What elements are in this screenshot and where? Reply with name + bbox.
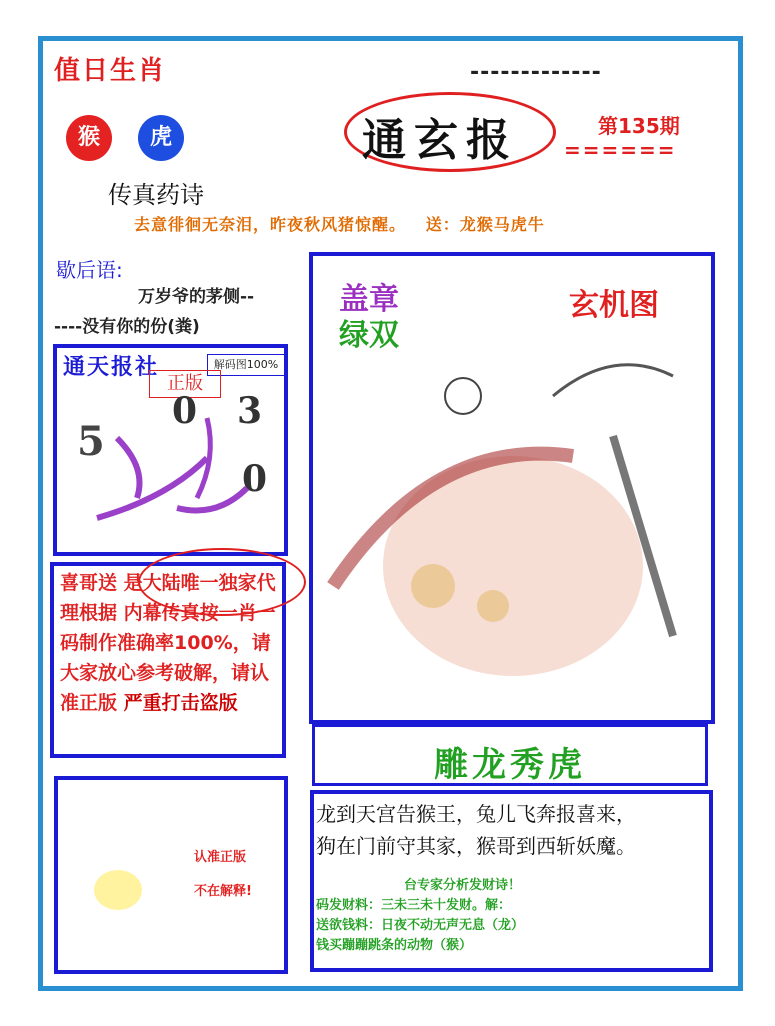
fax-poem-label: 传真药诗: [108, 181, 204, 209]
promo-stamp-oval: [138, 548, 306, 616]
stamp-line1: 认准正版: [194, 850, 247, 865]
number-3: 3: [237, 390, 263, 432]
number-0b: 0: [242, 458, 268, 500]
poem-sub3: 钱买蹦蹦跳条的动物（猴）: [316, 938, 473, 953]
original-stamp: 正版: [149, 370, 221, 398]
zodiac-1: 猴: [77, 125, 100, 150]
xiehouyu-line2: ----没有你的份(粪): [54, 317, 200, 337]
tongtian-box: [53, 344, 288, 556]
banner-text: 雕龙秀虎: [434, 745, 586, 785]
poem-subtitle: 台专家分析发财诗！: [404, 878, 522, 893]
issue-number: 第135期: [598, 114, 680, 138]
decode-label: 解码图100%: [207, 354, 285, 376]
poem-line1: 龙到天宫告猴王，兔儿飞奔报喜来，: [316, 802, 636, 826]
stamp-line2: 不在解释!: [194, 884, 252, 899]
xuanji-title: 玄机图: [569, 288, 659, 323]
stamp-blob-icon: [94, 870, 142, 910]
zodiac-badge-monkey: [66, 115, 112, 161]
promo-red2: 是大陆唯一独家代理根据: [60, 572, 276, 624]
sketch-illustration: [313, 336, 711, 716]
tongtian-title: 通天报社: [63, 354, 160, 380]
issue-underline: ======: [564, 138, 677, 162]
xuanji-left-top: 盖章: [339, 282, 399, 317]
poem-line2: 狗在门前守其家，猴哥到西斩妖魔。: [316, 834, 636, 858]
xuanji-left-bottom: 绿双: [339, 318, 399, 353]
xiehouyu-label: 歇后语:: [56, 258, 123, 282]
promo-red4: 严重打击盗版: [123, 692, 238, 714]
zodiac-badge-tiger: [138, 115, 184, 161]
number-5: 5: [77, 418, 105, 465]
xiehouyu-line1: 万岁爷的茅侧--: [138, 287, 255, 307]
number-0a: 0: [172, 390, 198, 432]
poem-box: [310, 790, 713, 972]
banner-box: [312, 724, 708, 786]
stamp-box: [54, 776, 288, 974]
top-dashes: -------------: [470, 60, 602, 85]
zodiac-label: 值日生肖: [54, 56, 167, 86]
promo-red1: 喜哥送: [60, 572, 118, 594]
zodiac-2: 虎: [149, 125, 172, 150]
poem-sub1: 码发财料：三未三未十发财。解：: [316, 898, 512, 913]
promo-red3: 内幕传真按一肖一码制作准确率100%，请大家放心参考破解，请认准正版: [60, 602, 276, 714]
fax-poem-text: 去意徘徊无奈泪，昨夜秋风猪惊醒。 送：龙猴马虎牛: [134, 215, 545, 234]
logo-text: 通玄报: [362, 115, 518, 166]
poem-sub2: 送欲钱料：日夜不动无声无息（龙）: [316, 918, 525, 933]
xuanji-box: [309, 252, 715, 724]
purple-strokes: [57, 348, 284, 552]
